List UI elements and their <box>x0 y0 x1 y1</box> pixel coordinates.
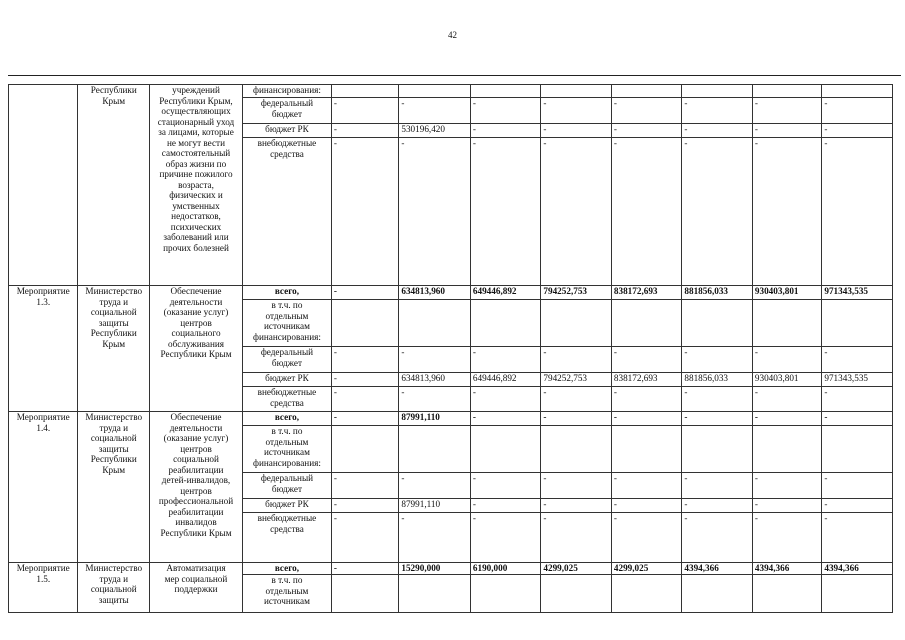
event-cell <box>9 286 78 412</box>
value-cell: 87991,110 <box>399 412 471 426</box>
purpose-cell <box>150 85 243 286</box>
value-cell: - <box>399 473 471 499</box>
value-cell: 4394,366 <box>752 563 821 575</box>
cell-line: 1.4. <box>36 422 51 433</box>
event-cell <box>9 85 78 286</box>
cell-line: в т.ч. по <box>271 426 303 436</box>
cell-line: поддержки <box>174 584 218 594</box>
value-cell: - <box>822 347 893 373</box>
table-row <box>9 286 893 300</box>
value-cell: - <box>822 412 893 426</box>
cell-line: образ жизни по <box>165 158 227 169</box>
value-cell <box>611 426 682 473</box>
value-cell: - <box>399 513 471 563</box>
cell-line: средства <box>270 148 304 159</box>
value-cell: 794252,753 <box>541 373 612 387</box>
cell-line: финансирования: <box>253 331 321 342</box>
cell-line: деятельности <box>169 296 223 307</box>
cell-line: бюджет РК <box>265 499 309 509</box>
value-cell: 838172,693 <box>611 286 682 300</box>
cell-line: учреждений <box>172 85 220 95</box>
value-cell: 649446,892 <box>470 286 541 300</box>
cell-line: финансирования: <box>253 457 321 468</box>
cell-line: бюджет <box>271 357 302 368</box>
value-cell: - <box>470 98 541 124</box>
total-label-cell: всего, <box>243 286 332 300</box>
purpose-cell <box>150 286 243 412</box>
value-cell: - <box>682 98 753 124</box>
value-cell <box>822 85 893 98</box>
cell-line: социальной <box>90 584 137 594</box>
value-cell: 971343,535 <box>822 373 893 387</box>
value-dash-cell: - <box>331 387 398 412</box>
cell-line: заболеваний или <box>163 232 229 242</box>
cell-line: Крым <box>102 95 126 106</box>
value-cell: - <box>470 387 541 412</box>
value-cell: - <box>399 98 471 124</box>
cell-line: за лицами, которые <box>158 127 234 137</box>
purpose-cell <box>150 412 243 563</box>
value-cell: - <box>682 412 753 426</box>
cell-line: федеральный <box>260 473 314 483</box>
cell-line: бюджет РК <box>265 373 309 383</box>
value-cell <box>470 426 541 473</box>
value-cell <box>541 85 612 98</box>
value-cell <box>682 575 753 613</box>
value-cell: - <box>682 387 753 412</box>
cell-line: отдельным <box>265 310 309 321</box>
table-row <box>9 85 893 98</box>
event-cell <box>9 563 78 613</box>
source-cell <box>243 98 332 124</box>
cell-line: социальной <box>90 307 137 317</box>
cell-line: Министерство <box>85 286 143 296</box>
source-cell <box>243 473 332 499</box>
value-cell: - <box>822 138 893 286</box>
value-cell: 634813,960 <box>399 286 471 300</box>
cell-line: 1.3. <box>36 296 51 307</box>
value-cell: - <box>541 347 612 373</box>
value-cell: 881856,033 <box>682 286 753 300</box>
value-cell <box>331 300 398 347</box>
source-cell <box>243 499 332 513</box>
value-cell: - <box>611 412 682 426</box>
cell-line: осуществляющих <box>161 106 231 116</box>
value-cell: - <box>682 513 753 563</box>
cell-line: (оказание услуг) <box>163 433 229 443</box>
cell-line: Обеспечение <box>170 412 222 422</box>
value-cell: - <box>399 347 471 373</box>
value-dash-cell: - <box>331 513 398 563</box>
cell-line: внебюджетные <box>257 138 317 148</box>
value-cell: - <box>822 499 893 513</box>
value-dash-cell: - <box>331 124 398 138</box>
cell-line: деятельности <box>169 422 223 433</box>
value-dash-cell: - <box>331 499 398 513</box>
value-cell: - <box>611 98 682 124</box>
executor-cell <box>78 85 150 286</box>
budget-table <box>8 84 893 613</box>
executor-cell <box>78 563 150 613</box>
value-dash-cell: - <box>331 373 398 387</box>
cell-line: физических и <box>169 190 223 200</box>
value-cell: - <box>752 513 821 563</box>
cell-line: Республики <box>90 328 137 338</box>
cell-line: источникам <box>263 321 310 331</box>
value-dash-cell: - <box>331 138 398 286</box>
source-cell <box>243 426 332 473</box>
value-cell: - <box>541 138 612 286</box>
value-cell: - <box>541 499 612 513</box>
cell-line: источникам <box>263 447 310 457</box>
value-cell <box>752 300 821 347</box>
cell-line: федеральный <box>260 98 314 108</box>
value-cell: - <box>752 124 821 138</box>
source-cell <box>243 124 332 138</box>
cell-line: Республики Крым <box>160 349 232 359</box>
value-cell: - <box>541 98 612 124</box>
cell-line: бюджет РК <box>265 124 309 134</box>
value-cell: - <box>822 124 893 138</box>
cell-line: внебюджетные <box>257 513 317 523</box>
cell-line: недостатков, <box>171 211 221 221</box>
value-cell <box>399 575 471 613</box>
value-cell: - <box>541 473 612 499</box>
value-cell: - <box>611 387 682 412</box>
cell-line: Министерство <box>85 563 143 573</box>
value-cell: - <box>752 387 821 412</box>
cell-line: Республики Крым, <box>159 95 233 106</box>
value-cell <box>399 426 471 473</box>
value-cell: - <box>822 473 893 499</box>
value-cell <box>682 300 753 347</box>
event-cell <box>9 412 78 563</box>
cell-line: причине пожилого <box>159 169 233 179</box>
value-cell: - <box>470 138 541 286</box>
cell-line: 1.5. <box>36 573 51 584</box>
value-cell: - <box>682 499 753 513</box>
value-cell <box>682 85 753 98</box>
value-cell <box>822 300 893 347</box>
value-cell <box>611 575 682 613</box>
cell-line: (оказание услуг) <box>163 307 229 317</box>
source-cell <box>243 300 332 347</box>
cell-line: труда и <box>99 296 129 307</box>
value-cell <box>541 300 612 347</box>
source-cell <box>243 513 332 563</box>
value-cell <box>682 426 753 473</box>
value-cell: - <box>470 473 541 499</box>
source-cell <box>243 575 332 613</box>
executor-cell <box>78 286 150 412</box>
value-cell: 4394,366 <box>822 563 893 575</box>
cell-line: реабилитации <box>168 506 224 517</box>
value-cell: - <box>611 499 682 513</box>
value-cell <box>470 85 541 98</box>
value-cell: - <box>611 513 682 563</box>
cell-line: в т.ч. по <box>271 575 303 585</box>
cell-line: бюджет <box>271 108 302 119</box>
value-cell: - <box>541 387 612 412</box>
value-cell <box>752 85 821 98</box>
value-cell: - <box>470 347 541 373</box>
value-cell: - <box>682 473 753 499</box>
value-cell: - <box>541 412 612 426</box>
value-cell: 6190,000 <box>470 563 541 575</box>
value-cell <box>822 426 893 473</box>
cell-line: Мероприятие <box>16 286 70 296</box>
value-cell: - <box>752 473 821 499</box>
cell-line: реабилитации <box>168 464 224 475</box>
value-dash-cell: - <box>331 286 398 300</box>
value-cell: - <box>682 124 753 138</box>
cell-line: обслуживания <box>167 338 225 349</box>
value-cell: - <box>611 347 682 373</box>
value-cell: 4299,025 <box>541 563 612 575</box>
value-cell <box>822 575 893 613</box>
cell-line: федеральный <box>260 347 314 357</box>
value-cell: - <box>470 499 541 513</box>
value-cell: - <box>682 138 753 286</box>
value-cell: - <box>399 387 471 412</box>
value-cell <box>399 85 471 98</box>
cell-line: Мероприятие <box>16 412 70 422</box>
cell-line: источникам <box>263 596 310 606</box>
value-cell <box>470 575 541 613</box>
cell-line: средства <box>270 523 304 534</box>
value-cell: 649446,892 <box>470 373 541 387</box>
value-cell <box>752 575 821 613</box>
value-cell: - <box>822 513 893 563</box>
cell-line: защиты <box>98 443 129 454</box>
source-cell <box>243 138 332 286</box>
cell-line: возраста, <box>178 179 214 190</box>
value-dash-cell: - <box>331 412 398 426</box>
value-cell: 930403,801 <box>752 286 821 300</box>
cell-line: центров <box>180 485 212 496</box>
cell-line: инвалидов <box>175 517 217 527</box>
cell-line: Автоматизация <box>166 563 226 573</box>
cell-line: средства <box>270 397 304 408</box>
total-label-cell: всего, <box>243 412 332 426</box>
value-cell: - <box>752 499 821 513</box>
value-cell: - <box>752 138 821 286</box>
source-cell <box>243 85 332 98</box>
cell-line: психических <box>170 221 222 232</box>
value-cell <box>611 300 682 347</box>
value-cell: 530196,420 <box>399 124 471 138</box>
value-cell: 930403,801 <box>752 373 821 387</box>
purpose-cell <box>150 563 243 613</box>
value-cell: 15290,000 <box>399 563 471 575</box>
cell-line: социального <box>171 328 221 338</box>
value-cell: 971343,535 <box>822 286 893 300</box>
value-cell: - <box>822 98 893 124</box>
cell-line: бюджет <box>271 483 302 494</box>
cell-line: центров <box>180 317 212 328</box>
value-dash-cell: - <box>331 347 398 373</box>
cell-line: отдельным <box>265 436 309 447</box>
source-cell <box>243 387 332 412</box>
value-cell <box>470 300 541 347</box>
value-cell: - <box>752 412 821 426</box>
value-cell: 794252,753 <box>541 286 612 300</box>
cell-line: Мероприятие <box>16 563 70 573</box>
source-cell <box>243 347 332 373</box>
cell-line: стационарный уход <box>157 116 235 127</box>
cell-line: Крым <box>102 464 126 475</box>
cell-line: самостоятельный <box>161 148 231 158</box>
executor-cell <box>78 412 150 563</box>
value-cell: - <box>399 138 471 286</box>
value-cell <box>331 575 398 613</box>
value-cell <box>541 426 612 473</box>
value-cell: 881856,033 <box>682 373 753 387</box>
header-rule <box>8 75 901 76</box>
cell-line: финансирования: <box>253 85 321 95</box>
table-row <box>9 563 893 575</box>
cell-line: центров <box>180 443 212 454</box>
cell-line: Крым <box>102 338 126 349</box>
cell-line: Республики <box>90 454 137 464</box>
page-number: 42 <box>448 30 457 40</box>
value-cell: - <box>470 513 541 563</box>
value-cell: 87991,110 <box>399 499 471 513</box>
cell-line: труда и <box>99 573 129 584</box>
cell-line: защиты <box>98 317 129 328</box>
value-cell: - <box>752 347 821 373</box>
cell-line: социальной <box>173 454 219 464</box>
cell-line: профессиональной <box>158 496 234 506</box>
value-dash-cell: - <box>331 563 398 575</box>
value-cell <box>611 85 682 98</box>
cell-line: труда и <box>99 422 129 433</box>
value-dash-cell: - <box>331 98 398 124</box>
table-row <box>9 412 893 426</box>
value-cell: 634813,960 <box>399 373 471 387</box>
cell-line: Обеспечение <box>170 286 222 296</box>
value-cell <box>541 575 612 613</box>
value-cell <box>752 426 821 473</box>
value-cell: - <box>611 138 682 286</box>
value-cell: - <box>752 98 821 124</box>
value-cell: - <box>611 124 682 138</box>
cell-line: не могут вести <box>167 137 225 148</box>
value-cell: - <box>541 124 612 138</box>
cell-line: умственных <box>172 200 220 211</box>
cell-line: защиты <box>98 594 129 605</box>
value-cell: - <box>470 124 541 138</box>
value-cell: 838172,693 <box>611 373 682 387</box>
cell-line: Республики <box>90 85 137 95</box>
cell-line: прочих болезней <box>163 242 229 253</box>
cell-line: Министерство <box>85 412 143 422</box>
value-cell: - <box>822 387 893 412</box>
cell-line: отдельным <box>265 585 309 596</box>
cell-line: Республики Крым <box>160 527 232 538</box>
value-cell: - <box>682 347 753 373</box>
cell-line: социальной <box>90 433 137 443</box>
total-label-cell: всего, <box>243 563 332 575</box>
value-cell: - <box>611 473 682 499</box>
cell-line: мер социальной <box>164 573 228 584</box>
value-cell: - <box>470 412 541 426</box>
value-cell: 4394,366 <box>682 563 753 575</box>
cell-line: в т.ч. по <box>271 300 303 310</box>
value-dash-cell: - <box>331 473 398 499</box>
value-cell: - <box>541 513 612 563</box>
cell-line: детей-инвалидов, <box>161 475 231 485</box>
value-cell: 4299,025 <box>611 563 682 575</box>
source-cell <box>243 373 332 387</box>
value-cell <box>399 300 471 347</box>
value-cell <box>331 426 398 473</box>
value-cell <box>331 85 398 98</box>
cell-line: внебюджетные <box>257 387 317 397</box>
